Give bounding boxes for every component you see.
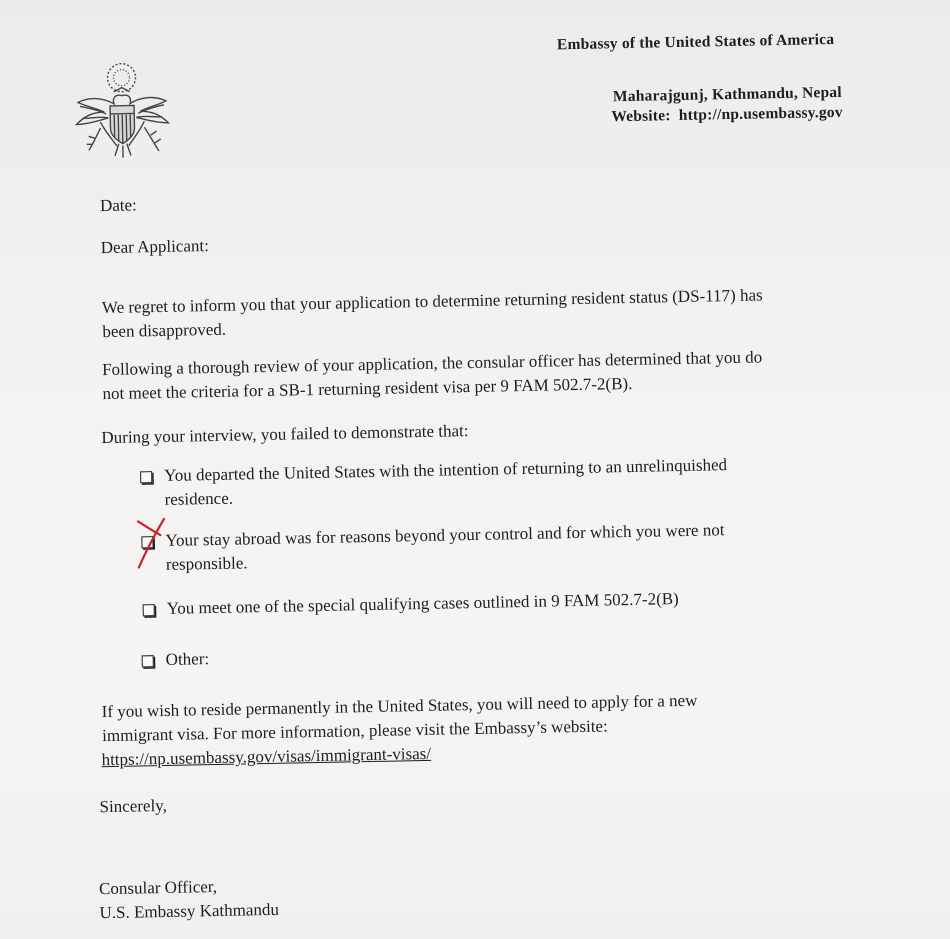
item2-line1: Your stay abroad was for reasons beyond your control and for which you were not — [165, 520, 725, 550]
item1-line1: You departed the United States with the intention of returning to an unrelinquished — [163, 455, 728, 485]
signoff: Sincerely, — [99, 795, 168, 817]
closing-line2: immigrant visa. For more information, please visit the Embassy’s website: — [101, 716, 608, 746]
para2-line1: Following a thorough review of your application, the consular officer has determined that you do — [101, 347, 763, 380]
para1-line2: been disapproved. — [102, 319, 227, 342]
checkbox-item-3 — [143, 604, 155, 616]
checkbox-item-1 — [140, 471, 152, 483]
website-label: Website: — [611, 107, 671, 126]
failed-intro: During your interview, you failed to demonstrate that: — [101, 421, 469, 448]
date-label: Date: — [99, 195, 137, 216]
embassy-address: Maharajgunj, Kathmandu, Nepal — [612, 83, 842, 106]
greeting: Dear Applicant: — [100, 236, 210, 258]
signature-line2: U.S. Embassy Kathmandu — [99, 899, 280, 923]
para2-line2: not meet the criteria for a SB-1 returning resident visa per 9 FAM 502.7-2(B). — [102, 373, 633, 404]
embassy-website-line — [611, 104, 843, 126]
item4-line1: Other: — [165, 649, 210, 669]
item2-line2: responsible. — [165, 553, 248, 574]
signature-line1: Consular Officer, — [98, 876, 218, 899]
great-seal-eagle-icon — [69, 57, 175, 163]
para1-line1: We regret to inform you that your application to determine returning resident status (DS-117) has — [101, 285, 763, 318]
item1-line2: residence. — [164, 488, 234, 509]
immigrant-visas-link[interactable]: https://np.usembassy.gov/visas/immigrant-visas/ — [101, 743, 432, 770]
checkbox-item-4 — [142, 655, 154, 667]
website-url: http://np.usembassy.gov — [678, 103, 843, 124]
embassy-name: Embassy of the United States of America — [556, 30, 835, 54]
closing-line1: If you wish to reside permanently in the United States, you will need to apply for a new — [101, 690, 698, 722]
item3-line1: You meet one of the special qualifying cases outlined in 9 FAM 502.7-2(B) — [166, 589, 679, 618]
